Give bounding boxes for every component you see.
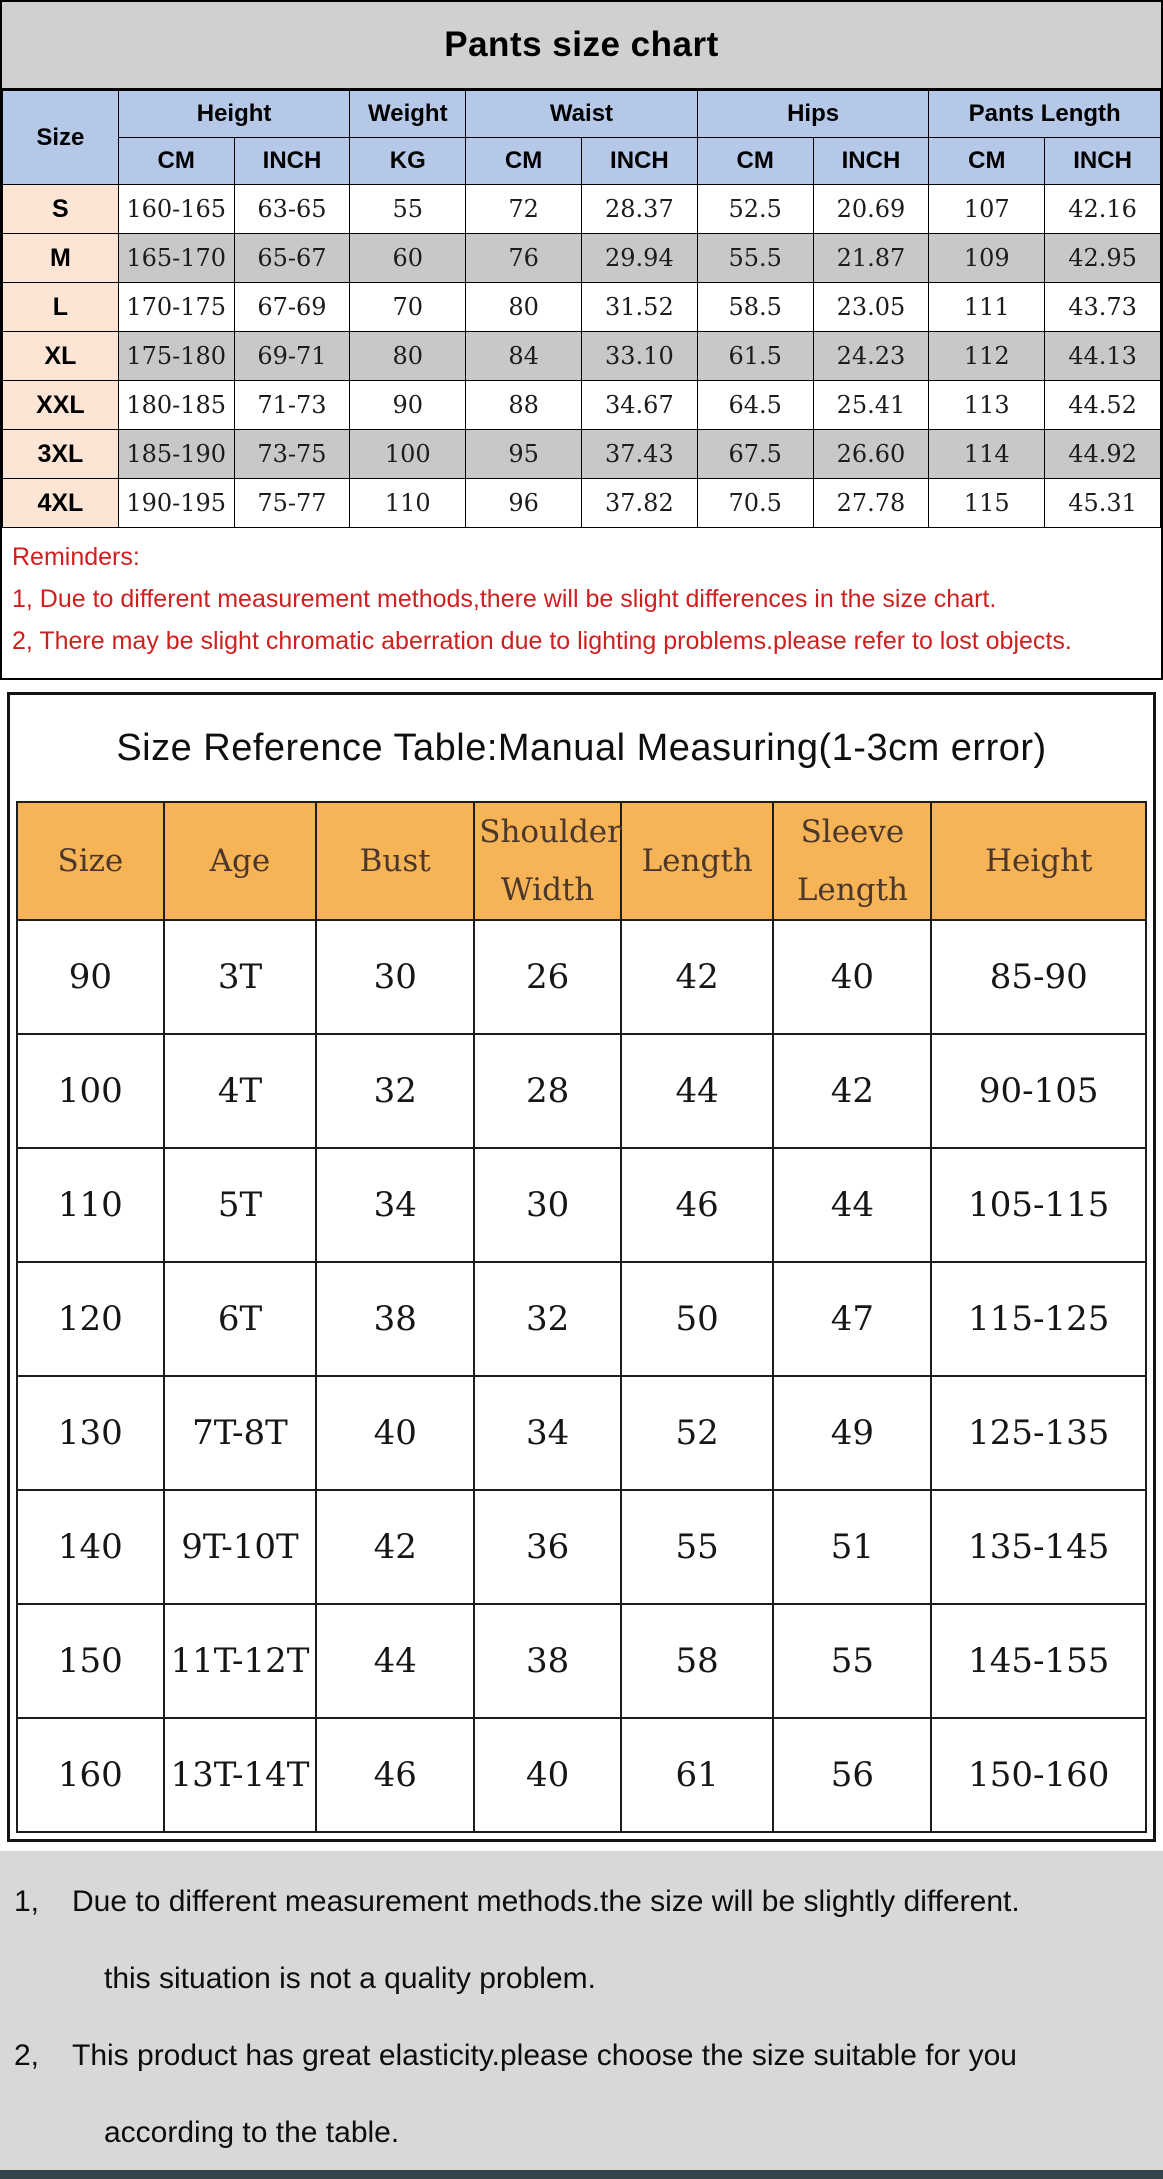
ref-data-cell: 42 bbox=[621, 920, 773, 1034]
ref-data-cell: 50 bbox=[621, 1262, 773, 1376]
pants-size-cell: XL bbox=[3, 332, 119, 381]
col-header-size: Size bbox=[3, 91, 119, 185]
ref-data-cell: 30 bbox=[316, 920, 474, 1034]
pants-table-row bbox=[3, 185, 1161, 234]
ref-table-row bbox=[17, 1604, 1146, 1718]
ref-table-row bbox=[17, 1034, 1146, 1148]
pants-data-cell: 71-73 bbox=[234, 381, 350, 430]
ref-col-header: Shoulder Width bbox=[474, 802, 621, 920]
pants-data-cell: 165-170 bbox=[118, 234, 234, 283]
size-reference-table bbox=[16, 801, 1147, 1833]
pants-data-cell: 114 bbox=[929, 430, 1045, 479]
pants-data-cell: 34.67 bbox=[581, 381, 697, 430]
ref-data-cell: 52 bbox=[621, 1376, 773, 1490]
ref-data-cell: 85-90 bbox=[931, 920, 1146, 1034]
ref-data-cell: 6T bbox=[164, 1262, 316, 1376]
pants-data-cell: 26.60 bbox=[813, 430, 929, 479]
footer-note-2-text: This product has great elasticity.please choose the size suitable for you bbox=[72, 2039, 1017, 2072]
pants-data-cell: 73-75 bbox=[234, 430, 350, 479]
pants-size-cell: 4XL bbox=[3, 479, 119, 528]
ref-header-row bbox=[17, 802, 1146, 920]
ref-table-body bbox=[17, 920, 1146, 1832]
pants-data-cell: 112 bbox=[929, 332, 1045, 381]
footer-note-1-continued: this situation is not a quality problem. bbox=[104, 1962, 596, 1995]
footer-note-2 bbox=[14, 2039, 1149, 2073]
pants-data-cell: 110 bbox=[350, 479, 466, 528]
ref-data-cell: 36 bbox=[474, 1490, 621, 1604]
pants-data-cell: 24.23 bbox=[813, 332, 929, 381]
ref-data-cell: 38 bbox=[316, 1262, 474, 1376]
footer-note-1-text: Due to different measurement methods.the size will be slightly different. bbox=[72, 1885, 1020, 1918]
ref-data-cell: 90 bbox=[17, 920, 164, 1034]
pants-table-row bbox=[3, 283, 1161, 332]
pants-data-cell: 20.69 bbox=[813, 185, 929, 234]
ref-table-row bbox=[17, 1718, 1146, 1832]
pants-table-row bbox=[3, 381, 1161, 430]
ref-data-cell: 55 bbox=[621, 1490, 773, 1604]
reminder-line-2: 2, There may be slight chromatic aberration due to lighting problems.please refer to lost objects. bbox=[12, 627, 1072, 655]
ref-data-cell: 40 bbox=[773, 920, 931, 1034]
col-subheader-waist-inch: INCH bbox=[581, 138, 697, 185]
ref-table-row bbox=[17, 1262, 1146, 1376]
ref-data-cell: 34 bbox=[316, 1148, 474, 1262]
pants-data-cell: 44.92 bbox=[1045, 430, 1161, 479]
pants-data-cell: 67.5 bbox=[697, 430, 813, 479]
ref-data-cell: 130 bbox=[17, 1376, 164, 1490]
pants-size-cell: M bbox=[3, 234, 119, 283]
ref-data-cell: 44 bbox=[316, 1604, 474, 1718]
ref-table-row bbox=[17, 1148, 1146, 1262]
col-subheader-height-inch: INCH bbox=[234, 138, 350, 185]
ref-data-cell: 55 bbox=[773, 1604, 931, 1718]
pants-data-cell: 42.95 bbox=[1045, 234, 1161, 283]
col-subheader-hips-cm: CM bbox=[697, 138, 813, 185]
ref-col-header: Size bbox=[17, 802, 164, 920]
ref-data-cell: 125-135 bbox=[931, 1376, 1146, 1490]
pants-data-cell: 111 bbox=[929, 283, 1045, 332]
pants-data-cell: 100 bbox=[350, 430, 466, 479]
pants-data-cell: 90 bbox=[350, 381, 466, 430]
footer-note-1-number: 1, bbox=[14, 1885, 40, 1918]
pants-subheader-row bbox=[3, 138, 1161, 185]
pants-data-cell: 28.37 bbox=[581, 185, 697, 234]
ref-data-cell: 46 bbox=[621, 1148, 773, 1262]
ref-col-header: Length bbox=[621, 802, 773, 920]
ref-data-cell: 38 bbox=[474, 1604, 621, 1718]
pants-data-cell: 96 bbox=[466, 479, 582, 528]
col-subheader-height-cm: CM bbox=[118, 138, 234, 185]
pants-data-cell: 63-65 bbox=[234, 185, 350, 234]
ref-data-cell: 135-145 bbox=[931, 1490, 1146, 1604]
bottom-bar bbox=[0, 2170, 1163, 2179]
pants-data-cell: 58.5 bbox=[697, 283, 813, 332]
ref-data-cell: 58 bbox=[621, 1604, 773, 1718]
pants-data-cell: 84 bbox=[466, 332, 582, 381]
ref-data-cell: 115-125 bbox=[931, 1262, 1146, 1376]
ref-data-cell: 32 bbox=[474, 1262, 621, 1376]
ref-data-cell: 44 bbox=[621, 1034, 773, 1148]
ref-data-cell: 105-115 bbox=[931, 1148, 1146, 1262]
pants-data-cell: 95 bbox=[466, 430, 582, 479]
col-group-waist: Waist bbox=[466, 91, 698, 138]
ref-data-cell: 42 bbox=[773, 1034, 931, 1148]
ref-data-cell: 32 bbox=[316, 1034, 474, 1148]
ref-data-cell: 90-105 bbox=[931, 1034, 1146, 1148]
pants-data-cell: 175-180 bbox=[118, 332, 234, 381]
ref-data-cell: 40 bbox=[474, 1718, 621, 1832]
pants-group-header-row bbox=[3, 91, 1161, 138]
ref-table-row bbox=[17, 1376, 1146, 1490]
pants-table-body bbox=[3, 185, 1161, 528]
pants-data-cell: 29.94 bbox=[581, 234, 697, 283]
col-group-weight: Weight bbox=[350, 91, 466, 138]
pants-data-cell: 170-175 bbox=[118, 283, 234, 332]
pants-data-cell: 37.43 bbox=[581, 430, 697, 479]
pants-data-cell: 75-77 bbox=[234, 479, 350, 528]
pants-data-cell: 55 bbox=[350, 185, 466, 234]
col-subheader-pants-inch: INCH bbox=[1045, 138, 1161, 185]
ref-col-header: Age bbox=[164, 802, 316, 920]
ref-data-cell: 13T-14T bbox=[164, 1718, 316, 1832]
ref-data-cell: 28 bbox=[474, 1034, 621, 1148]
pants-data-cell: 107 bbox=[929, 185, 1045, 234]
pants-data-cell: 190-195 bbox=[118, 479, 234, 528]
pants-data-cell: 70 bbox=[350, 283, 466, 332]
pants-data-cell: 80 bbox=[350, 332, 466, 381]
pants-data-cell: 37.82 bbox=[581, 479, 697, 528]
pants-data-cell: 113 bbox=[929, 381, 1045, 430]
pants-chart-title: Pants size chart bbox=[2, 2, 1161, 90]
ref-data-cell: 150-160 bbox=[931, 1718, 1146, 1832]
pants-data-cell: 115 bbox=[929, 479, 1045, 528]
pants-data-cell: 70.5 bbox=[697, 479, 813, 528]
ref-data-cell: 3T bbox=[164, 920, 316, 1034]
ref-data-cell: 49 bbox=[773, 1376, 931, 1490]
pants-data-cell: 42.16 bbox=[1045, 185, 1161, 234]
ref-data-cell: 51 bbox=[773, 1490, 931, 1604]
ref-data-cell: 61 bbox=[621, 1718, 773, 1832]
ref-data-cell: 145-155 bbox=[931, 1604, 1146, 1718]
ref-data-cell: 120 bbox=[17, 1262, 164, 1376]
ref-data-cell: 56 bbox=[773, 1718, 931, 1832]
pants-data-cell: 88 bbox=[466, 381, 582, 430]
pants-data-cell: 67-69 bbox=[234, 283, 350, 332]
col-subheader-pants-cm: CM bbox=[929, 138, 1045, 185]
pants-size-cell: XXL bbox=[3, 381, 119, 430]
ref-data-cell: 40 bbox=[316, 1376, 474, 1490]
ref-data-cell: 44 bbox=[773, 1148, 931, 1262]
col-group-pants-length: Pants Length bbox=[929, 91, 1161, 138]
col-group-hips: Hips bbox=[697, 91, 929, 138]
pants-table-header bbox=[3, 91, 1161, 185]
pants-size-cell: 3XL bbox=[3, 430, 119, 479]
footer-note-2-continued: according to the table. bbox=[104, 2116, 400, 2149]
pants-table-row bbox=[3, 332, 1161, 381]
ref-table-row bbox=[17, 920, 1146, 1034]
ref-data-cell: 47 bbox=[773, 1262, 931, 1376]
footer-note-1 bbox=[14, 1885, 1149, 1919]
pants-data-cell: 21.87 bbox=[813, 234, 929, 283]
pants-data-cell: 61.5 bbox=[697, 332, 813, 381]
pants-data-cell: 52.5 bbox=[697, 185, 813, 234]
ref-data-cell: 140 bbox=[17, 1490, 164, 1604]
pants-data-cell: 55.5 bbox=[697, 234, 813, 283]
ref-data-cell: 7T-8T bbox=[164, 1376, 316, 1490]
pants-data-cell: 31.52 bbox=[581, 283, 697, 332]
ref-data-cell: 42 bbox=[316, 1490, 474, 1604]
ref-table-header bbox=[17, 802, 1146, 920]
ref-data-cell: 4T bbox=[164, 1034, 316, 1148]
ref-col-header: Sleeve Length bbox=[773, 802, 931, 920]
ref-data-cell: 34 bbox=[474, 1376, 621, 1490]
pants-size-chart-section bbox=[0, 0, 1163, 680]
col-subheader-weight-kg: KG bbox=[350, 138, 466, 185]
pants-data-cell: 69-71 bbox=[234, 332, 350, 381]
pants-data-cell: 180-185 bbox=[118, 381, 234, 430]
ref-data-cell: 46 bbox=[316, 1718, 474, 1832]
pants-data-cell: 44.13 bbox=[1045, 332, 1161, 381]
footer-note-2-number: 2, bbox=[14, 2039, 40, 2072]
pants-data-cell: 72 bbox=[466, 185, 582, 234]
pants-table-row bbox=[3, 479, 1161, 528]
size-reference-section bbox=[7, 692, 1156, 1842]
pants-data-cell: 23.05 bbox=[813, 283, 929, 332]
pants-table-row bbox=[3, 234, 1161, 283]
footer-notes-section bbox=[0, 1851, 1163, 2170]
ref-col-header: Height bbox=[931, 802, 1146, 920]
col-subheader-hips-inch: INCH bbox=[813, 138, 929, 185]
ref-table-row bbox=[17, 1490, 1146, 1604]
pants-data-cell: 44.52 bbox=[1045, 381, 1161, 430]
ref-col-header: Bust bbox=[316, 802, 474, 920]
col-group-height: Height bbox=[118, 91, 350, 138]
pants-data-cell: 33.10 bbox=[581, 332, 697, 381]
reminders-block bbox=[2, 528, 1161, 678]
pants-size-table bbox=[2, 90, 1161, 528]
ref-data-cell: 11T-12T bbox=[164, 1604, 316, 1718]
pants-data-cell: 65-67 bbox=[234, 234, 350, 283]
ref-data-cell: 110 bbox=[17, 1148, 164, 1262]
pants-data-cell: 45.31 bbox=[1045, 479, 1161, 528]
ref-data-cell: 150 bbox=[17, 1604, 164, 1718]
pants-size-cell: S bbox=[3, 185, 119, 234]
pants-data-cell: 80 bbox=[466, 283, 582, 332]
ref-data-cell: 9T-10T bbox=[164, 1490, 316, 1604]
pants-data-cell: 76 bbox=[466, 234, 582, 283]
pants-table-row bbox=[3, 430, 1161, 479]
pants-data-cell: 64.5 bbox=[697, 381, 813, 430]
col-subheader-waist-cm: CM bbox=[466, 138, 582, 185]
pants-data-cell: 185-190 bbox=[118, 430, 234, 479]
ref-data-cell: 160 bbox=[17, 1718, 164, 1832]
ref-data-cell: 100 bbox=[17, 1034, 164, 1148]
reference-table-title: Size Reference Table:Manual Measuring(1-3cm error) bbox=[116, 726, 1047, 769]
pants-data-cell: 60 bbox=[350, 234, 466, 283]
pants-data-cell: 25.41 bbox=[813, 381, 929, 430]
pants-data-cell: 109 bbox=[929, 234, 1045, 283]
pants-size-cell: L bbox=[3, 283, 119, 332]
ref-data-cell: 26 bbox=[474, 920, 621, 1034]
pants-data-cell: 27.78 bbox=[813, 479, 929, 528]
pants-data-cell: 43.73 bbox=[1045, 283, 1161, 332]
reminder-line-1: 1, Due to different measurement methods,there will be slight differences in the size chart. bbox=[12, 585, 997, 613]
reminders-heading: Reminders: bbox=[12, 543, 140, 571]
pants-data-cell: 160-165 bbox=[118, 185, 234, 234]
ref-data-cell: 5T bbox=[164, 1148, 316, 1262]
ref-data-cell: 30 bbox=[474, 1148, 621, 1262]
